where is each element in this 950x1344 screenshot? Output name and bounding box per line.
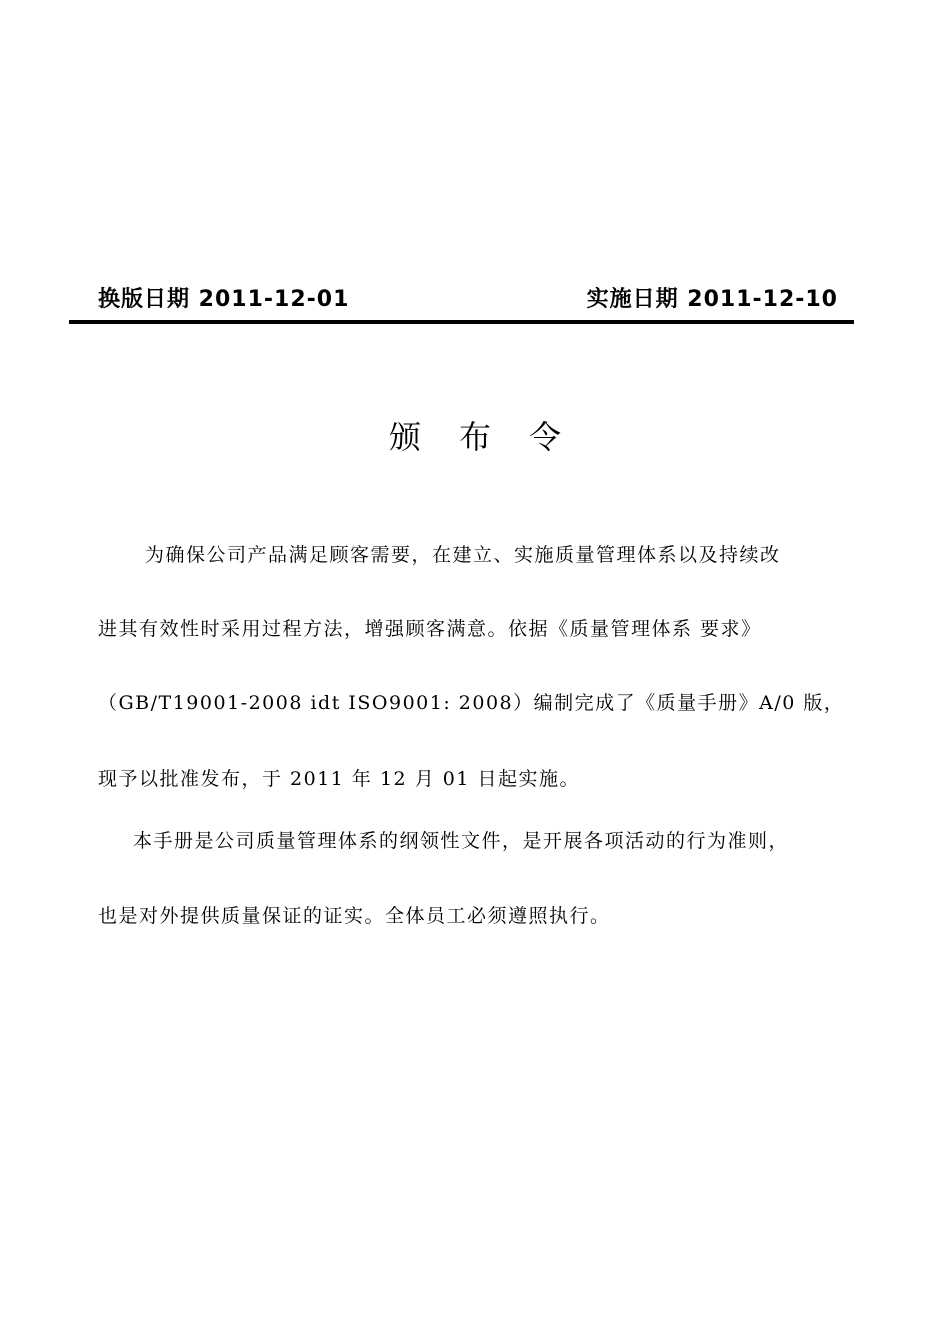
body-line-1: 为确保公司产品满足顾客需要，在建立、实施质量管理体系以及持续改: [145, 544, 781, 566]
body-line-4: 现予以批准发布，于 2011 年 12 月 01 日起实施。: [98, 768, 580, 790]
implementation-date: 实施日期 2011-12-10: [586, 287, 838, 312]
revision-date: 换版日期 2011-12-01: [98, 287, 350, 312]
page-title: 颁布令: [388, 418, 599, 456]
header-divider: [69, 320, 854, 324]
body-line-2: 进其有效性时采用过程方法，增强顾客满意。依据《质量管理体系 要求》: [98, 618, 762, 640]
document-header: [98, 282, 838, 322]
body-line-6: 也是对外提供质量保证的证实。全体员工必须遵照执行。: [98, 905, 611, 927]
body-line-3: （GB/T19001-2008 idt ISO9001: 2008）编制完成了《质量手册》A/0 版，: [98, 692, 845, 714]
body-line-5: 本手册是公司质量管理体系的纲领性文件，是开展各项活动的行为准则，: [133, 830, 790, 852]
